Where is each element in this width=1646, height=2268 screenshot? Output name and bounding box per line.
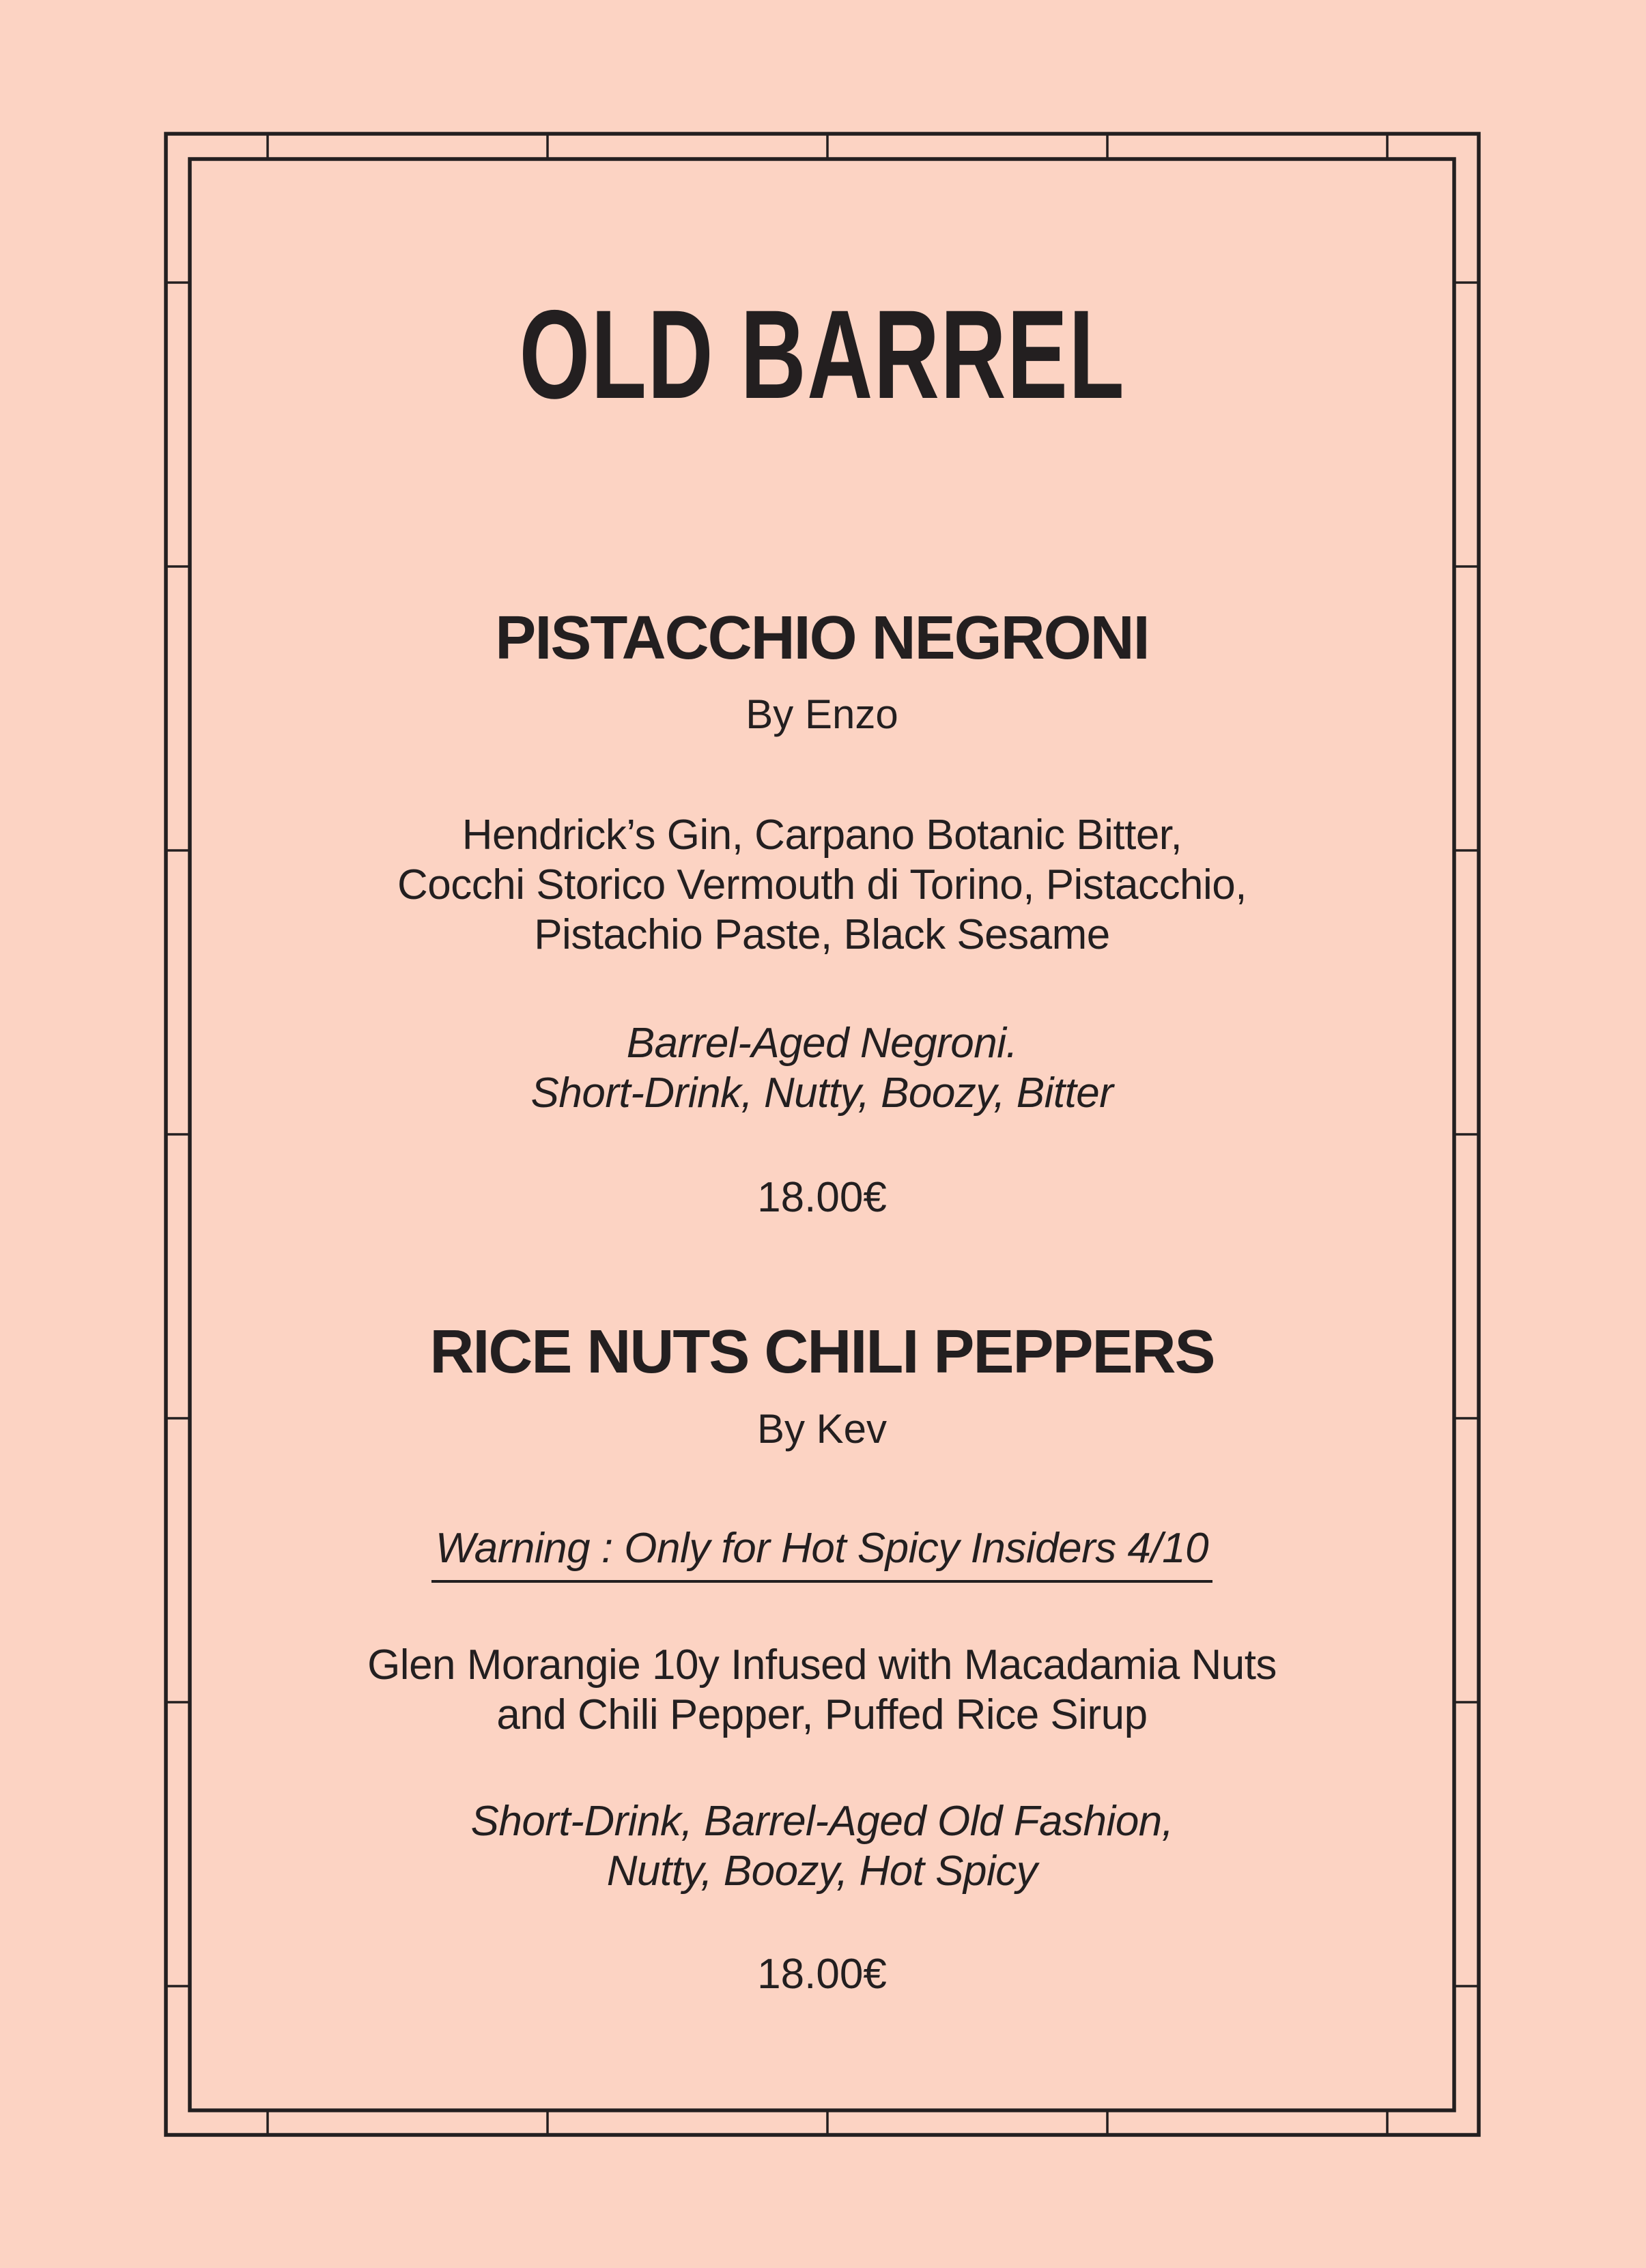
item-ingredients: [190, 1640, 1454, 1740]
item-name: PISTACCHIO NEGRONI: [495, 604, 1149, 672]
item-name: RICE NUTS CHILI PEPPERS: [429, 1318, 1215, 1386]
item-warning-row: [190, 1523, 1454, 1584]
item-ingredients: [190, 810, 1454, 960]
notes-line: Barrel-Aged Negroni.: [626, 1020, 1018, 1067]
notes-line: Short-Drink, Nutty, Boozy, Bitter: [530, 1070, 1113, 1117]
item-notes: [190, 1796, 1454, 1896]
item-price: 18.00€: [757, 1174, 887, 1221]
ingredients-line: Pistachio Paste, Black Sesame: [534, 911, 1110, 958]
logo: OLD BARREL: [519, 285, 1125, 425]
menu-content: [190, 159, 1454, 2110]
item-byline: By Kev: [756, 1406, 888, 1452]
ingredients-line: and Chili Pepper, Puffed Rice Sirup: [496, 1691, 1148, 1738]
notes-line: Nutty, Boozy, Hot Spicy: [606, 1848, 1038, 1895]
item-warning: Warning : Only for Hot Spicy Insiders 4/10: [431, 1523, 1212, 1583]
item-notes: [190, 1018, 1454, 1118]
item-price: 18.00€: [757, 1951, 887, 1998]
menu-item: [190, 1318, 1454, 1999]
menu-item: [190, 604, 1454, 1222]
notes-line: Short-Drink, Barrel-Aged Old Fashion,: [470, 1798, 1174, 1845]
ingredients-line: Glen Morangie 10y Infused with Macadamia Nuts: [367, 1641, 1277, 1689]
ingredients-line: Cocchi Storico Vermouth di Torino, Pistacchio,: [397, 861, 1247, 908]
ingredients-line: Hendrick’s Gin, Carpano Botanic Bitter,: [462, 812, 1182, 859]
item-byline: By Enzo: [746, 691, 898, 737]
logo-wrap: [190, 159, 1454, 423]
